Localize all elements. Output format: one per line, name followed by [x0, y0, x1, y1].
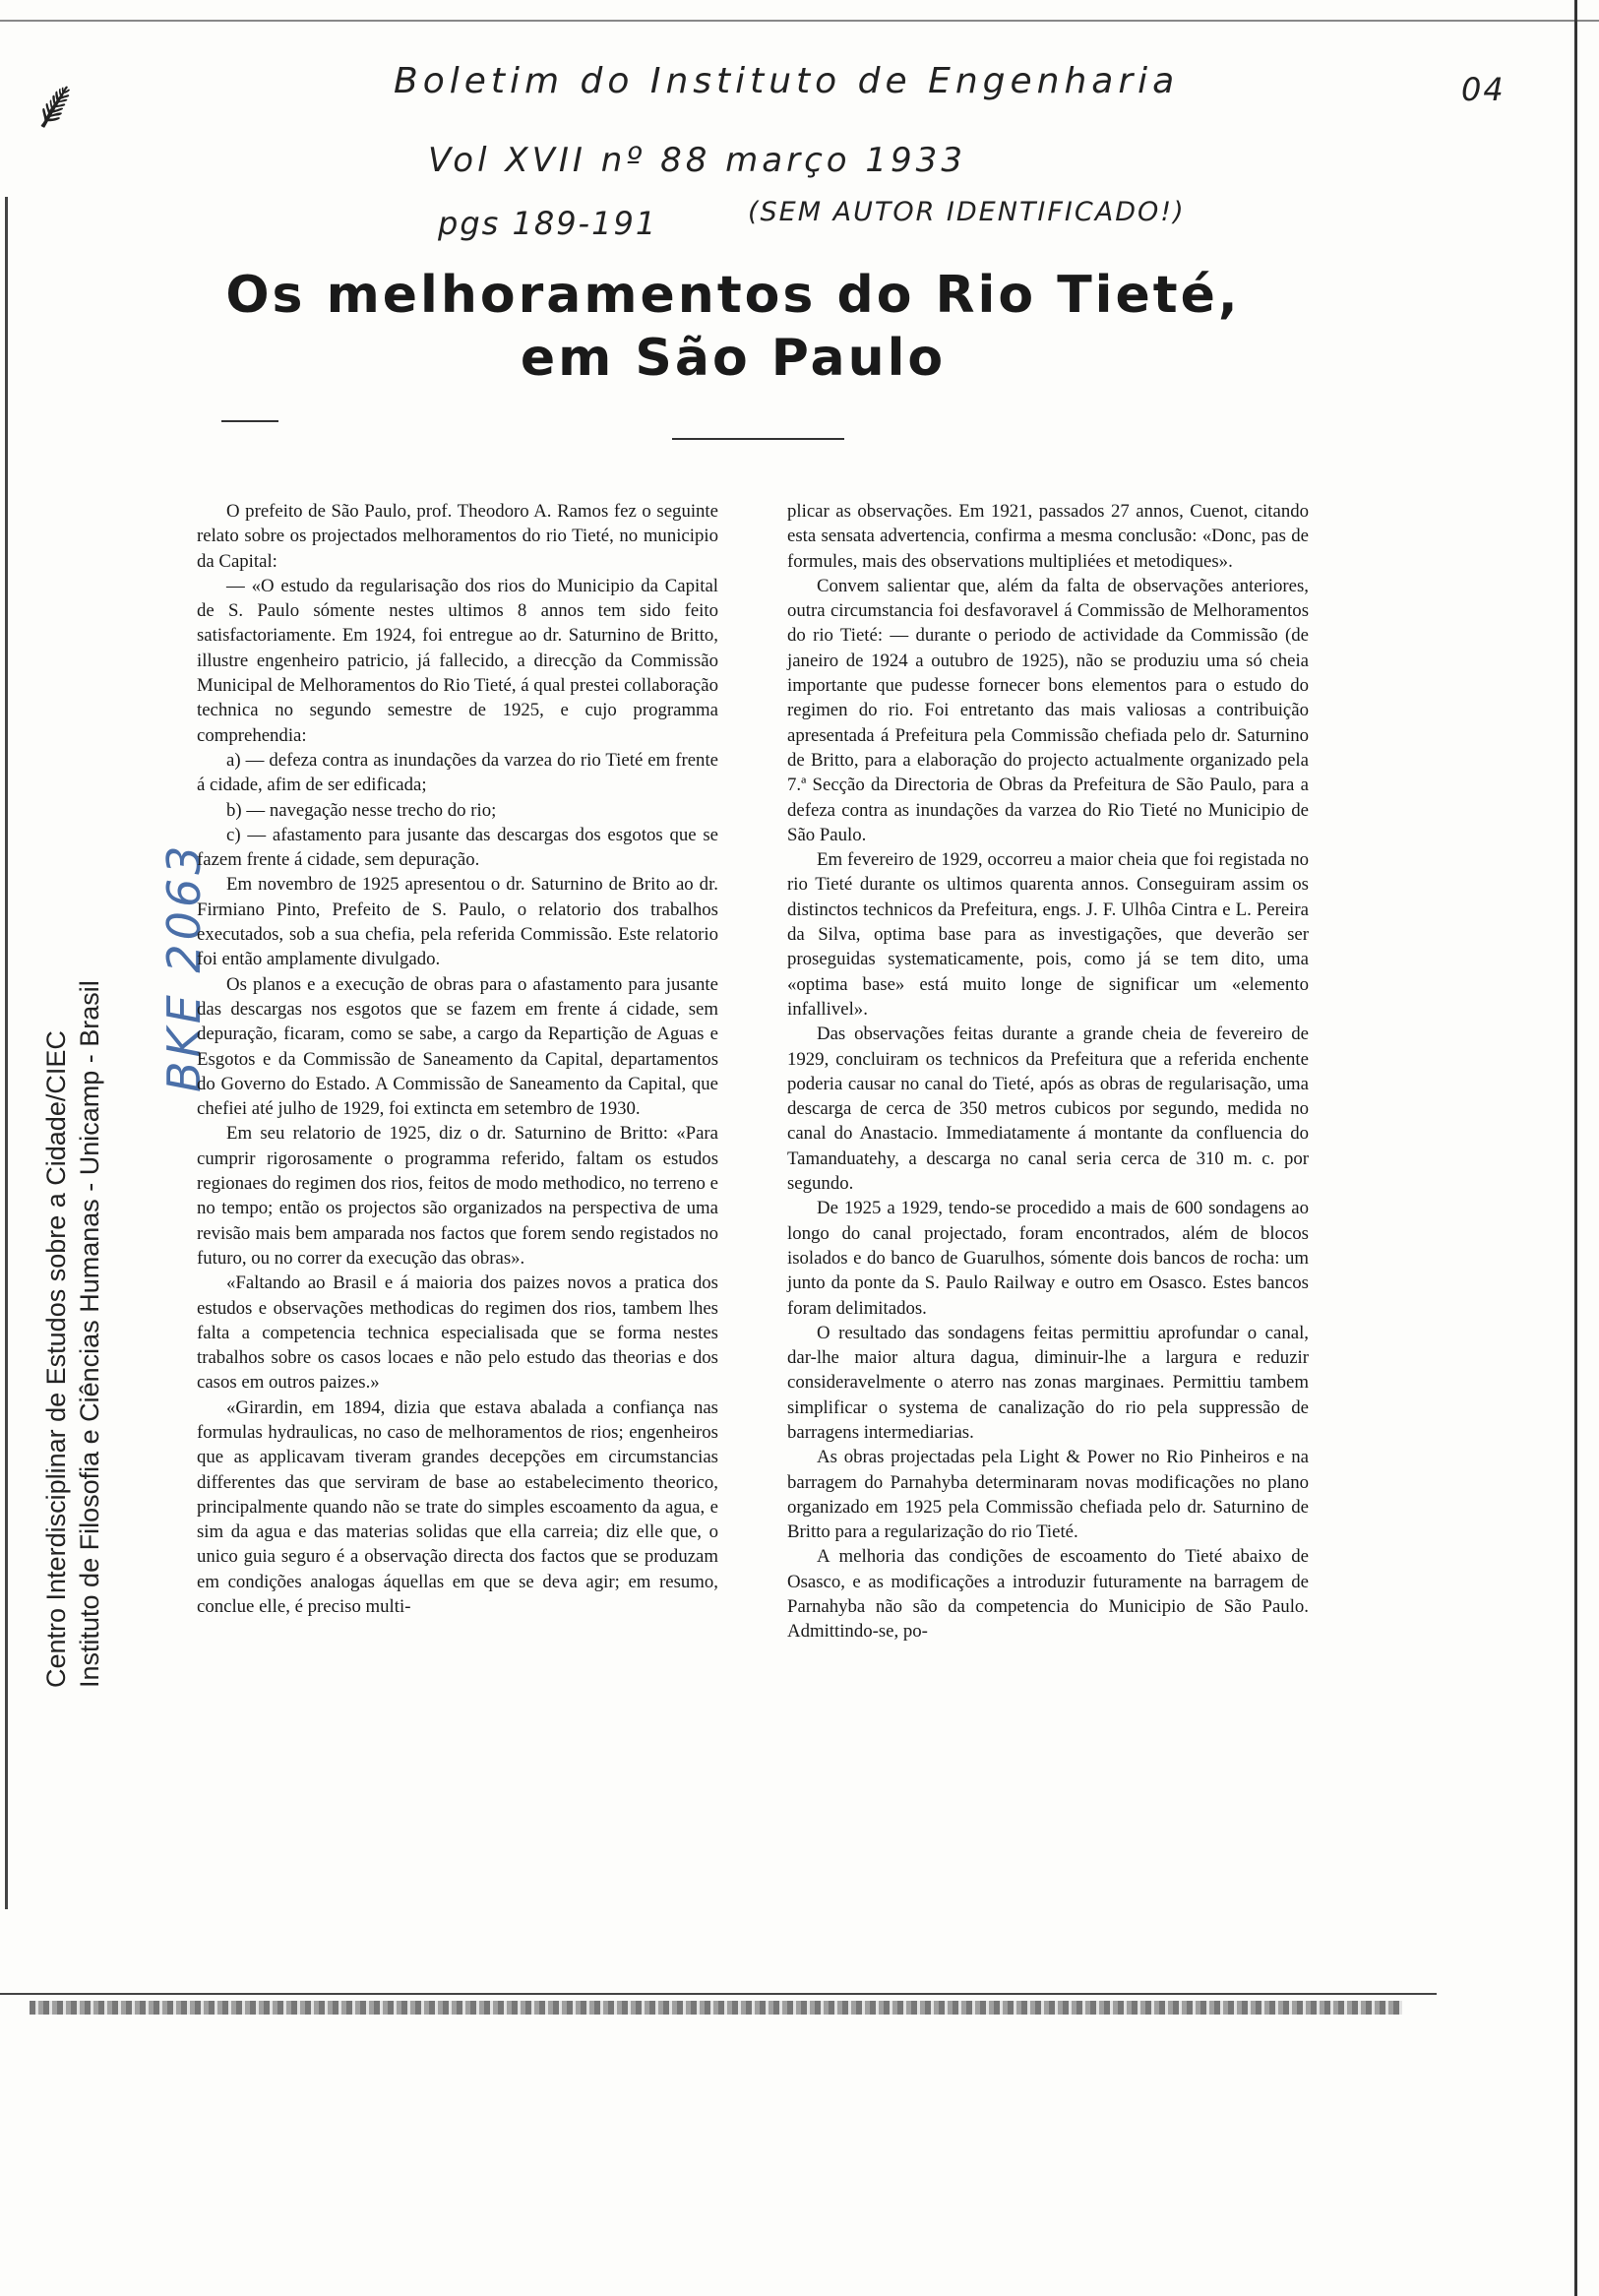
paragraph: As obras projectadas pela Light & Power no Rio Pinheiros e na barragem do Parnahyba determinaram novas modificações no plano organizado em 1925 pela Commissão chefiada pelo dr. Saturnino de Britto para a regularização do rio Tieté.: [787, 1447, 1309, 1543]
archive-sidebar: [39, 822, 138, 1688]
title-divider: [672, 438, 844, 440]
scan-top-edge: [0, 20, 1599, 22]
archive-stamp: BKE 2063: [157, 841, 211, 1092]
paragraph: a) — defeza contra as inundações da varzea do rio Tieté em frente á cidade, afim de ser edificada;: [197, 749, 718, 796]
handwritten-volume: Vol XVII nº 88 março 1933: [428, 141, 966, 180]
paragraph: Convem salientar que, além da falta de observações anteriores, outra circumstancia foi desfavoravel á Commissão de Melhoramentos do rio Tieté: — durante o periodo de actividade da Commissão (de janeiro de 1924 a outubro de 1925), não se produziu uma só cheia importante que pudesse fornecer bons elementos para o estudo do regimen do rio. Foi entretanto das mais valiosas a contribuição apresentada á Prefeitura pela Commissão chefiada pelo dr. Saturnino de Britto, para a elaboração do projecto actualmente organizado pela 7.ª Secção da Directoria de Obras da Prefeitura de São Paulo, para a defeza contra as inundações da varzea do Rio Tieté no Municipio de São Paulo.: [787, 575, 1309, 845]
paragraph: Em novembro de 1925 apresentou o dr. Saturnino de Brito ao dr. Firmiano Pinto, Prefeito de S. Paulo, o relatorio dos trabalhos executados, sob a sua chefia, pela referida Commissão. Este relatorio foi então amplamente divulgado.: [197, 874, 718, 970]
paragraph: «Faltando ao Brasil e á maioria dos paizes novos a pratica dos estudos e observações methodicas do regimen dos rios, tambem lhes falta a competencia technica especialisada que se forma nestes trabalhos sobre os casos locaes e não pelo estudo das theorias e dos casos em outros paizes.»: [197, 1272, 718, 1394]
pen-mark-icon: ⸙: [30, 64, 82, 145]
paragraph: A melhoria das condições de escoamento do Tieté abaixo de Osasco, e as modificações a introduzir futuramente na barragem de Parnahyba não são da competencia do Municipio de São Paulo. Admittindo-se, po-: [787, 1546, 1309, 1643]
paragraph: — «O estudo da regularisação dos rios do Municipio da Capital de S. Paulo sómente nestes ultimos 8 annos tem sido feito satisfactoriamente. Em 1924, foi entregue ao dr. Saturnino de Britto, illustre engenheiro patricio, já fallecido, a direcção da Commissão Municipal de Melhoramentos do Rio Tieté, á qual prestei collaboração technica no segundo semestre de 1925, e cujo programma comprehendia:: [197, 575, 718, 746]
left-column: [197, 499, 718, 1619]
pen-stroke: [221, 420, 278, 422]
paragraph: Em seu relatorio de 1925, diz o dr. Saturnino de Britto: «Para cumprir rigorosamente o programma referido, faltam os estudos regionaes do regimen dos rios, feitos de modo methodico, no terreno e no tempo; então os projectos são organizados na perspectiva de uma revisão mais bem amparada nos factos que forem sendo registados no futuro, ou no correr da execução das obras».: [197, 1123, 718, 1269]
paragraph: Das observações feitas durante a grande cheia de fevereiro de 1929, concluiram os technicos da Prefeitura que a referida enchente poderia causar no canal do Tieté, após as obras de regularisação, uma descarga de cerca de 350 metros cubicos por segundo, medida no canal do Anastacio. Immediatamente á montante da confluencia do Tamanduatehy, a descarga no canal seria cerca de 310 m. c. por segundo.: [787, 1024, 1309, 1195]
scan-bottom-band: [30, 2001, 1402, 2015]
paragraph: plicar as observações. Em 1921, passados 27 annos, Cuenot, citando esta sensata advertencia, confirma a mesma conclusão: «Donc, pas de formules, mais des observations multipliées et metodiques».: [787, 501, 1309, 572]
title-line-2: em São Paulo: [520, 329, 947, 388]
handwritten-source: Boletim do Instituto de Engenharia: [394, 61, 1180, 101]
scan-bottom-line: [0, 1993, 1437, 1995]
article-title: [187, 264, 1279, 390]
paragraph: c) — afastamento para jusante das descargas dos esgotos que se fazem frente á cidade, sem depuração.: [197, 824, 718, 871]
sidebar-line-2: Instituto de Filosofia e Ciências Humanas - Unicamp - Brasil: [75, 980, 104, 1688]
handwritten-page-number: 04: [1461, 71, 1506, 108]
handwritten-pages: pgs 189-191: [438, 205, 658, 242]
paragraph: De 1925 a 1929, tendo-se procedido a mais de 600 sondagens ao longo do canal projectado, foram encontrados, além de blocos isolados e do banco de Guarulhos, sómente dois bancos de rocha: um junto da ponte da S. Paulo Railway e outro em Osasco. Estes bancos foram delimitados.: [787, 1198, 1309, 1319]
paragraph: O resultado das sondagens feitas permittiu aprofundar o canal, dar-lhe maior altura dagua, diminuir-lhe a largura e reduzir consideravelmente o aterro nas zonas marginaes. Permittiu tambem simplificar o systema de canalização do rio pela suppressão de barragens intermediarias.: [787, 1322, 1309, 1443]
scan-left-edge: [5, 197, 8, 1909]
right-column: [787, 499, 1309, 1644]
handwritten-author-note: (SEM AUTOR IDENTIFICADO!): [748, 197, 1186, 227]
paragraph: «Girardin, em 1894, dizia que estava abalada a confiança nas formulas hydraulicas, no caso de melhoramentos de rios; engenheiros que as applicavam tiveram grandes decepções em circumstancias differentes das que serviram de base ao estabelecimento theorico, principalmente quando não se trate do simples escoamento da agua, e sim da agua e das materias solidas que ella carreia; diz elle que, o unico guia seguro é a observação directa dos factos que se produzam em condições analogas áquellas em que se deva agir; em resumo, conclue elle, é preciso multi-: [197, 1396, 718, 1618]
title-line-1: Os melhoramentos do Rio Tieté,: [225, 266, 1241, 325]
paragraph: Em fevereiro de 1929, occorreu a maior cheia que foi registada no rio Tieté durante os ultimos quarenta annos. Conseguiram assim os distinctos technicos da Prefeitura, engs. J. F. Ulhôa Cintra e L. Pereira da Silva, optima base para as investigações, que deverão ser proseguidas systematicamente, pois, como já se tem dito, uma «optima base» está muito longe de significar um «elemento infallivel».: [787, 849, 1309, 1020]
scan-right-edge: [1574, 0, 1577, 2296]
sidebar-line-1: Centro Interdisciplinar de Estudos sobre a Cidade/CIEC: [41, 1030, 71, 1688]
paragraph: Os planos e a execução de obras para o afastamento para jusante das descargas nos esgotos que se fazem em frente á cidade, sem depuração, ficaram, como se sabe, a cargo da Repartição de Aguas e Esgotos e da Commissão de Saneamento da Capital, departamentos do Governo do Estado. A Commissão de Saneamento da Capital, que chefiei até julho de 1929, foi extincta em setembro de 1930.: [197, 973, 718, 1120]
paragraph: b) — navegação nesse trecho do rio;: [226, 799, 497, 821]
paragraph: O prefeito de São Paulo, prof. Theodoro A. Ramos fez o seguinte relato sobre os projectados melhoramentos do rio Tieté, no municipio da Capital:: [197, 501, 718, 572]
